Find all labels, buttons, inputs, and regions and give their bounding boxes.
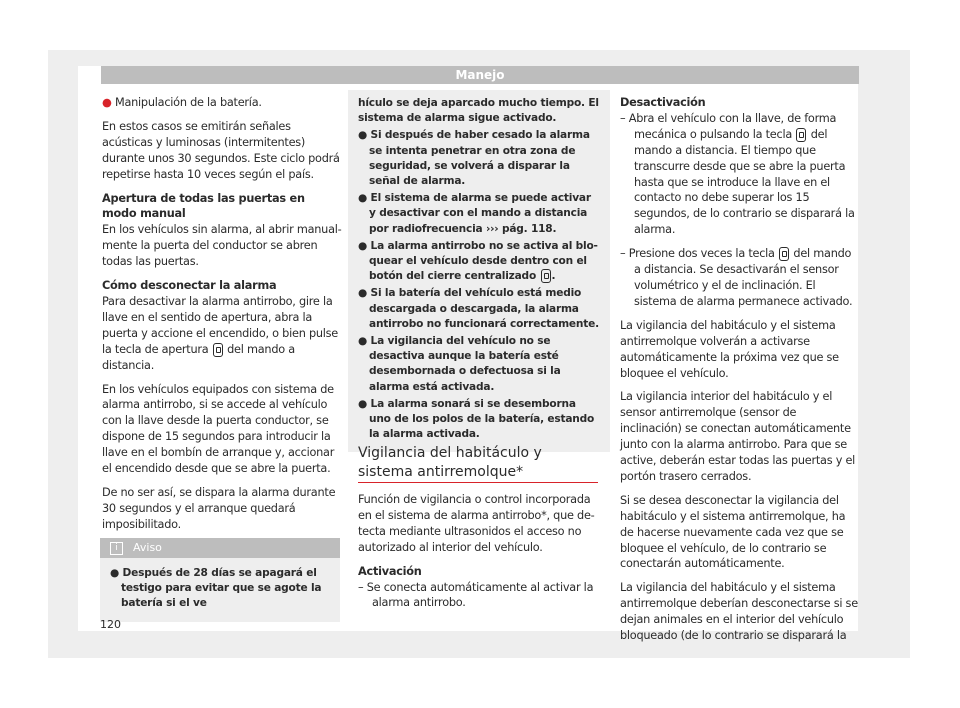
paragraph: Función de vigilancia o control incorporada en el sistema de alarma antirrobo*, que detecta mediante ultrasonidos el acceso no autorizado al interior del vehículo. xyxy=(358,493,595,554)
subheading-manual-opening: Apertura de todas las puertas en modo manual xyxy=(102,191,305,221)
paragraph: De no ser así, se dispara la alarma durante 30 segundos y el arranque quedará imposibilitado. xyxy=(102,485,336,531)
notice-header xyxy=(100,538,340,558)
bullet-dot-icon: ● xyxy=(110,567,120,579)
notice-text: Si la batería del vehículo está medio descargada o descargada, la alarma antirrobo no funcionará correctamente. xyxy=(369,287,599,330)
notice-item xyxy=(358,397,600,443)
column-1 xyxy=(102,95,342,541)
notice-item xyxy=(358,191,600,237)
notice-text: La vigilancia del vehículo no se desactiva aunque la batería esté desembornada o defectuosa si la alarma está activada. xyxy=(369,335,561,393)
unlock-key-icon xyxy=(796,128,806,142)
bullet-item xyxy=(102,95,342,111)
notice-body xyxy=(100,558,340,622)
page-header: Manejo xyxy=(101,66,859,84)
unlock-key-icon xyxy=(213,343,223,357)
dash-text: Presione dos veces la tecla xyxy=(628,247,775,261)
text: Para desactivar la alarma antirrobo, gire la llave en el sentido de apertura, abra la puerta y accione el encendido, o bien pulse la tecla de apertura xyxy=(102,294,338,356)
section-title: Vigilancia del habitáculo y sistema antirremolque* xyxy=(358,445,542,480)
column-2 xyxy=(358,97,599,452)
info-icon: i xyxy=(110,542,123,555)
paragraph xyxy=(102,294,342,374)
notice-text: Si después de haber cesado la alarma se intenta penetrar en otra zona de seguridad, se volverá a disparar la señal de alarma. xyxy=(369,129,590,188)
bullet-dot-icon: ● xyxy=(358,239,368,252)
dash-item: – Presione dos veces la tecla del mando a distancia. Se desactivarán el sensor volumétrico y el de inclinación. El sistema de alarma permanece activado. xyxy=(620,247,853,308)
bullet-dot-icon: ● xyxy=(102,96,112,109)
bullet-dot-icon: ● xyxy=(358,397,368,410)
paragraph: La vigilancia del habitáculo y el sistema antirremolque deberían desconectarse si se dejan animales en el interior del vehículo bloqueado (de lo contrario se disparará la xyxy=(620,581,858,643)
section-divider xyxy=(358,482,598,483)
notice-label: Aviso xyxy=(133,541,162,554)
paragraph: En los vehículos equipados con sistema de alarma antirrobo, si se accede al vehículo con la llave desde la puerta conductor, se dispone de 15 segundos para introducir la llave en el bombín de arranque y, accionar el encendido desde que se abre la puerta. xyxy=(102,382,335,476)
dash-item: – Se conecta automáticamente al activar la alarma antirrobo. xyxy=(358,580,594,610)
paragraph: Si se desea desconectar la vigilancia del habitáculo y el sistema antirremolque, ha de hacerse nuevamente cada vez que se bloquee el vehículo, de lo contrario se conectarán automáticamente. xyxy=(620,493,846,571)
dash-text: Abra el vehículo con la llave, de forma mecánica o pulsando la tecla xyxy=(628,111,837,141)
paragraph: En estos casos se emitirán señales acústicas y luminosas (intermitentes) durante unos 30 segundos. Este ciclo podrá repetirse hasta 10 veces según el país. xyxy=(102,119,340,181)
paragraph: La vigilancia interior del habitáculo y el sensor antirremolque (sensor de inclinación) se conectan automáticamente junto con la alarma antirrobo. Para que se active, deberán estar todas las puertas y el portón trasero cerrados. xyxy=(620,390,856,483)
dash-text: del mando a distancia. El tiempo que transcurre desde que se abre la puerta hasta que se introduce la llave en el contacto no debe superar los 15 segundos, de lo contrario se disparará la alarma. xyxy=(634,127,855,237)
subheading-deactivation: Desactivación xyxy=(620,96,706,109)
notice-item xyxy=(358,334,600,395)
notice-text: La alarma sonará si se desemborna uno de los polos de la batería, estando la alarma activada. xyxy=(369,397,595,441)
paragraph: En los vehículos sin alarma, al abrir manualmente la puerta del conductor se abren todas las puertas. xyxy=(102,223,342,269)
page-number: 120 xyxy=(100,618,121,631)
lock-key-icon xyxy=(779,247,789,261)
notice-text: hículo se deja aparcado mucho tiempo. El sistema de alarma sigue activado. xyxy=(358,97,599,125)
subheading-disconnect-alarm: Cómo desconectar la alarma xyxy=(102,279,277,293)
dash-item: – Abra el vehículo con la llave, de forma mecánica o pulsando la tecla del mando a distancia. El tiempo que transcurre desde que se abre la puerta hasta que se introduce la llave en el contacto no debe superar los 15 segundos, de lo contrario se disparará la alarma. xyxy=(620,111,855,237)
dash-text: Se conecta automáticamente al activar la alarma antirrobo. xyxy=(366,580,594,610)
notice-item: ● La alarma antirrobo no se activa al bloquear el vehículo desde dentro con el botón del cierre centralizado . xyxy=(358,239,598,283)
column-2-lower xyxy=(358,492,598,619)
notice-box xyxy=(100,538,340,622)
notice-text: El sistema de alarma se puede activar y desactivar con el mando a distancia por radiofrecuencia ››› pág. 118. xyxy=(369,192,591,235)
notice-item xyxy=(358,286,600,332)
bullet-dot-icon: ● xyxy=(358,192,368,205)
notice-text: La alarma antirrobo no se activa al bloquear el vehículo desde dentro con el botón del cierre centralizado xyxy=(369,239,598,283)
dash-text: del mando a distancia. Se desactivarán el sensor volumétrico y el de inclinación. El sistema de alarma permanece activado. xyxy=(634,247,853,308)
notice-item xyxy=(358,128,600,189)
subheading-activation: Activación xyxy=(358,564,422,578)
bullet-dot-icon: ● xyxy=(358,287,368,300)
bullet-dot-icon: ● xyxy=(358,335,368,348)
notice-text: Después de 28 días se apagará el testigo para evitar que se agote la batería si el ve xyxy=(121,567,322,610)
notice-item xyxy=(110,566,330,612)
notice-box-continued xyxy=(348,90,610,452)
text: del mando a distancia. xyxy=(102,342,295,372)
bullet-dot-icon: ● xyxy=(358,129,368,142)
paragraph: La vigilancia del habitáculo y el sistema antirremolque volverán a activarse automáticamente la próxima vez que se bloquee el vehículo. xyxy=(620,318,839,380)
column-3 xyxy=(620,95,858,652)
lock-key-icon xyxy=(541,269,551,283)
bullet-text: Manipulación de la batería. xyxy=(114,96,262,109)
